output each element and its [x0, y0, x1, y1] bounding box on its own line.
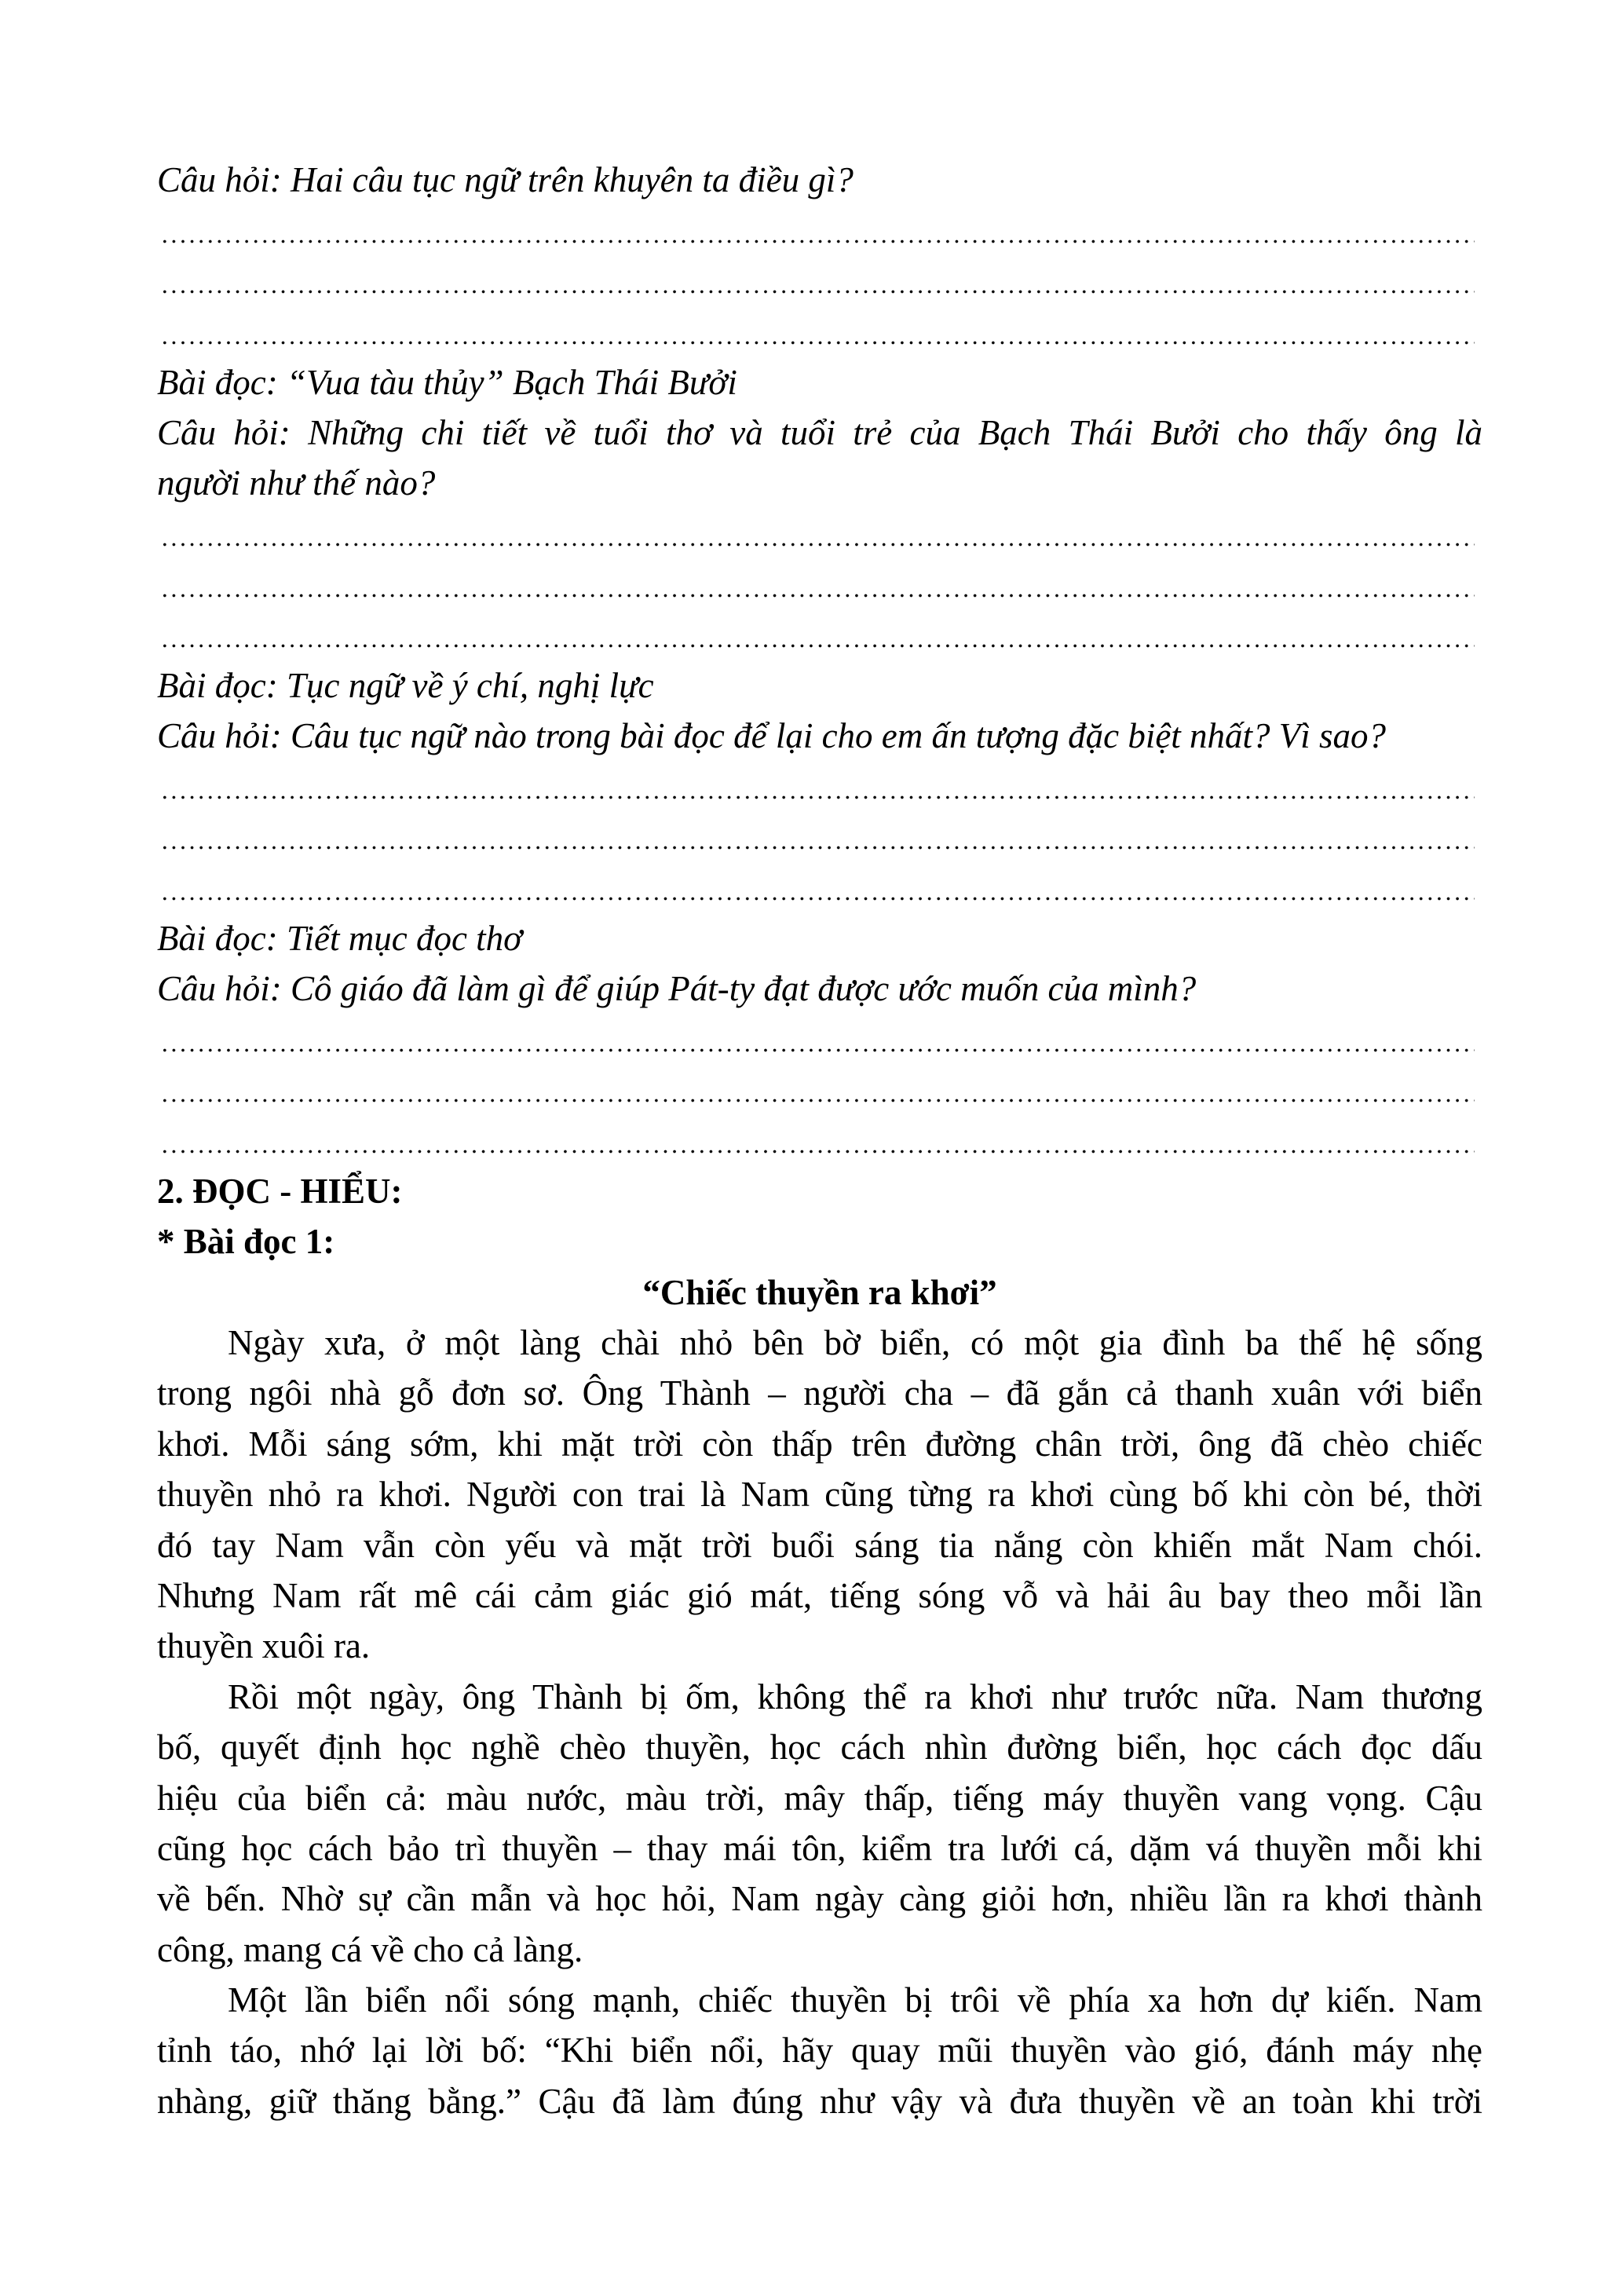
document-page [157, 155, 1482, 2126]
story-line: về bến. Nhờ sự cần mẫn và học hỏi, Nam ngày càng giỏi hơn, nhiều lần ra khơi thành [157, 1879, 1482, 1919]
answer-line[interactable] [157, 1065, 1482, 1115]
answer-line[interactable] [157, 306, 1482, 356]
story-line: cũng học cách bảo trì thuyền – thay mái tôn, kiểm tra lưới cá, dặm vá thuyền mỗi khi [157, 1828, 1482, 1868]
story-line: khơi. Mỗi sáng sớm, khi mặt trời còn thấp trên đường chân trời, ông đã chèo chiếc [157, 1424, 1482, 1464]
answer-line[interactable] [157, 812, 1482, 862]
story-line: Rồi một ngày, ông Thành bị ốm, không thể ra khơi như trước nữa. Nam thương [228, 1676, 1482, 1717]
story-line: đó tay Nam vẫn còn yếu và mặt trời buổi sáng tia nắng còn khiến mắt Nam chói. [157, 1525, 1482, 1565]
story-line: trong ngôi nhà gỗ đơn sơ. Ông Thành – người cha – đã gắn cả thanh xuân với biển [157, 1373, 1482, 1413]
story-title: “Chiếc thuyền ra khơi” [642, 1272, 997, 1312]
answer-line[interactable] [157, 762, 1482, 812]
question-3: Câu hỏi: Câu tục ngữ nào trong bài đọc để lại cho em ấn tượng đặc biệt nhất? Vì sao? [157, 716, 1387, 756]
story-line: hiệu của biển cả: màu nước, màu trời, mây thấp, tiếng máy thuyền vang vọng. Cậu [157, 1778, 1482, 1818]
answer-line[interactable] [157, 509, 1482, 559]
answer-line[interactable] [157, 256, 1482, 306]
story-line: tỉnh táo, nhớ lại lời bố: “Khi biển nổi, hãy quay mũi thuyền vào gió, đánh máy nhẹ [157, 2031, 1482, 2071]
reading-title-4: Bài đọc: Tiết mục đọc thơ [157, 918, 523, 958]
story-line: Một lần biển nổi sóng mạnh, chiếc thuyền bị trôi về phía xa hơn dự kiến. Nam [228, 1980, 1482, 2020]
question-2: Câu hỏi: Những chi tiết về tuổi thơ và tuổi trẻ của Bạch Thái Bưởi cho thấy ông là [157, 412, 1482, 452]
reading-label: * Bài đọc 1: [157, 1222, 335, 1262]
question-2-cont: người như thế nào? [157, 463, 436, 503]
story-line: thuyền nhỏ ra khơi. Người con trai là Nam cũng từng ra khơi cùng bố khi còn bé, thời [157, 1475, 1482, 1515]
section-heading: 2. ĐỌC - HIỂU: [157, 1171, 403, 1211]
story-line: thuyền xuôi ra. [157, 1626, 371, 1666]
story-line: Ngày xưa, ở một làng chài nhỏ bên bờ biển, có một gia đình ba thế hệ sống [228, 1322, 1482, 1362]
story-line: bố, quyết định học nghề chèo thuyền, học cách nhìn đường biển, học cách đọc dấu [157, 1727, 1482, 1768]
story-line: công, mang cá về cho cả làng. [157, 1929, 583, 1969]
question-4: Câu hỏi: Cô giáo đã làm gì để giúp Pát-ty đạt được ước muốn của mình? [157, 969, 1197, 1009]
story-body [157, 1318, 1482, 2126]
answer-line[interactable] [157, 205, 1482, 255]
answer-line[interactable] [157, 1115, 1482, 1165]
answer-line[interactable] [157, 610, 1482, 660]
story-line: nhàng, giữ thăng bằng.” Cậu đã làm đúng như vậy và đưa thuyền về an toàn khi trời [157, 2081, 1482, 2121]
answer-line[interactable] [157, 1015, 1482, 1065]
question-1: Câu hỏi: Hai câu tục ngữ trên khuyên ta điều gì? [157, 160, 854, 199]
answer-line[interactable] [157, 862, 1482, 912]
answer-line[interactable] [157, 559, 1482, 609]
story-line: Nhưng Nam rất mê cái cảm giác gió mát, tiếng sóng vỗ và hải âu bay theo mỗi lần [157, 1575, 1482, 1615]
reading-title-3: Bài đọc: Tục ngữ về ý chí, nghị lực [157, 665, 654, 705]
reading-title-2: Bài đọc: “Vua tàu thủy” Bạch Thái Bưởi [157, 362, 737, 402]
